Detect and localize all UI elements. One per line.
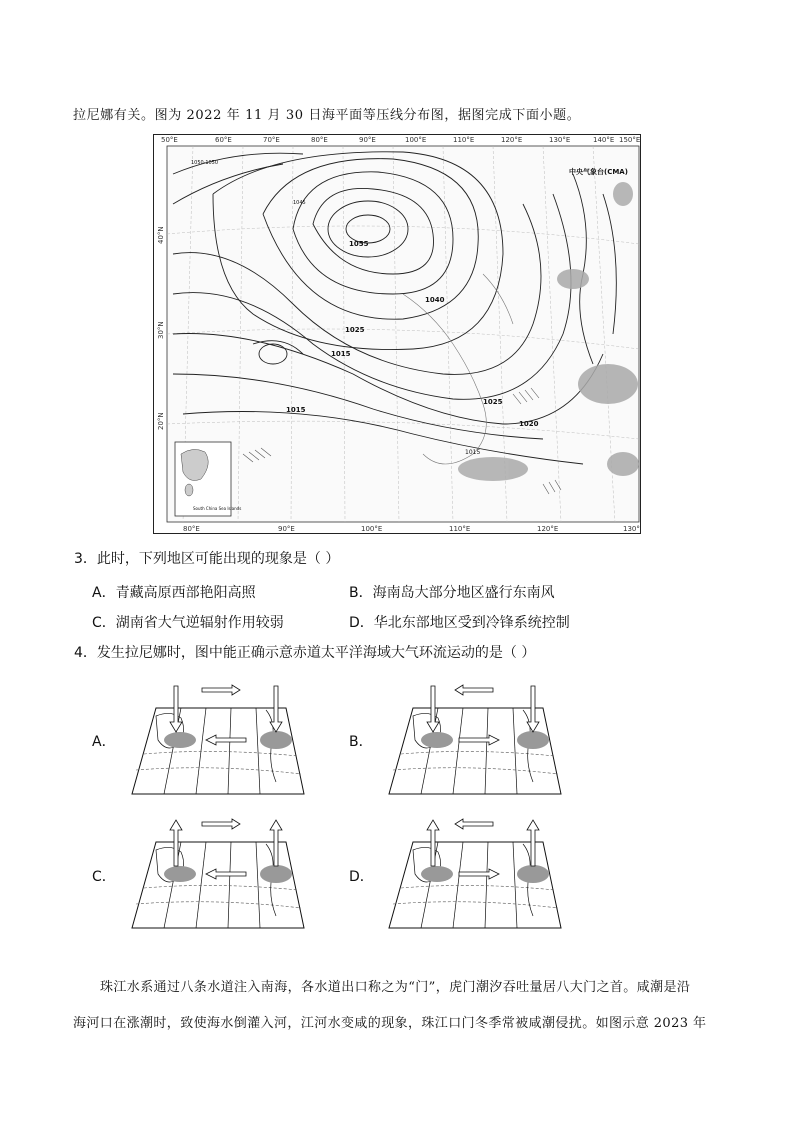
lat-label: 40°N: [157, 226, 165, 244]
lon-label-top: 140°E: [593, 136, 615, 144]
question-3-stem: 3．此时，下列地区可能出现的现象是（ ）: [74, 551, 340, 567]
isobar-map-figure: [153, 134, 641, 534]
isobar-label: 1025: [483, 398, 503, 406]
lon-label-bottom: 110°E: [449, 525, 471, 533]
isobar-label: 1025: [345, 326, 365, 334]
question-4-stem: 4．发生拉尼娜时，图中能正确示意赤道太平洋海域大气环流运动的是（ ）: [74, 645, 536, 661]
isobar-map: [153, 134, 641, 534]
lat-label: 30°N: [157, 321, 165, 339]
lat-label: 20°N: [157, 412, 165, 430]
lon-label-bottom: 100°E: [361, 525, 383, 533]
q3-option-b[interactable]: B．海南岛大部分地区盛行东南风: [349, 585, 555, 601]
intro-line: 拉尼娜有关。图为 2022 年 11 月 30 日海平面等压线分布图，据图完成下面小题。: [73, 108, 581, 123]
q4-diagram-d[interactable]: [383, 816, 565, 934]
lon-label-bottom: 80°E: [183, 525, 200, 533]
inset-label: South China Sea Islands: [193, 506, 242, 511]
cma-logo-text: 中央气象台(CMA): [569, 168, 628, 176]
lon-label-top: 110°E: [453, 136, 475, 144]
lon-label-bottom: 90°E: [278, 525, 295, 533]
q4-diagram-c[interactable]: [126, 816, 308, 934]
q3-option-a[interactable]: A．青藏高原西部艳阳高照: [92, 585, 256, 601]
lon-label-bottom: 120°E: [537, 525, 559, 533]
isobar-label: 1055: [349, 240, 369, 248]
lon-label-top: 80°E: [311, 136, 328, 144]
passage-line-2: 海河口在涨潮时，致使海水倒灌入河，江河水变咸的现象，珠江口门冬季常被咸潮侵扰。如图示意 2023 年: [73, 1016, 707, 1031]
isobar-label: 1015: [331, 350, 351, 358]
lon-label-top: 100°E: [405, 136, 427, 144]
lon-label-top: 120°E: [501, 136, 523, 144]
isobar-label: 1050·1050: [191, 160, 219, 166]
lon-label-top: 50°E: [161, 136, 178, 144]
q4-diagram-a[interactable]: [126, 682, 308, 800]
q3-option-d[interactable]: D．华北东部地区受到冷锋系统控制: [349, 615, 570, 631]
q4-option-c-label[interactable]: C．: [92, 869, 116, 885]
lon-label-top: 60°E: [215, 136, 232, 144]
passage-line-1: 珠江水系通过八条水道注入南海，各水道出口称之为“门”，虎门潮汐吞吐量居八大门之首。咸潮是沿: [100, 980, 691, 995]
lon-label-top: 150°E: [619, 136, 641, 144]
isobar-label: 1015: [286, 406, 306, 414]
isobar-label: 1015: [465, 449, 481, 456]
lon-label-bottom: 130°: [623, 525, 640, 533]
isobar-label: 1020: [519, 420, 539, 428]
lon-label-top: 130°E: [549, 136, 571, 144]
q4-option-b-label[interactable]: B．: [349, 734, 373, 750]
lon-label-top: 70°E: [263, 136, 280, 144]
q4-option-a-label[interactable]: A．: [92, 734, 116, 750]
lon-label-top: 90°E: [359, 136, 376, 144]
q4-diagram-b[interactable]: [383, 682, 565, 800]
q3-option-c[interactable]: C．湖南省大气逆辐射作用较弱: [92, 615, 284, 631]
isobar-label: 1040: [425, 296, 445, 304]
q4-option-d-label[interactable]: D．: [349, 869, 374, 885]
isobar-label: 1045: [293, 200, 306, 206]
